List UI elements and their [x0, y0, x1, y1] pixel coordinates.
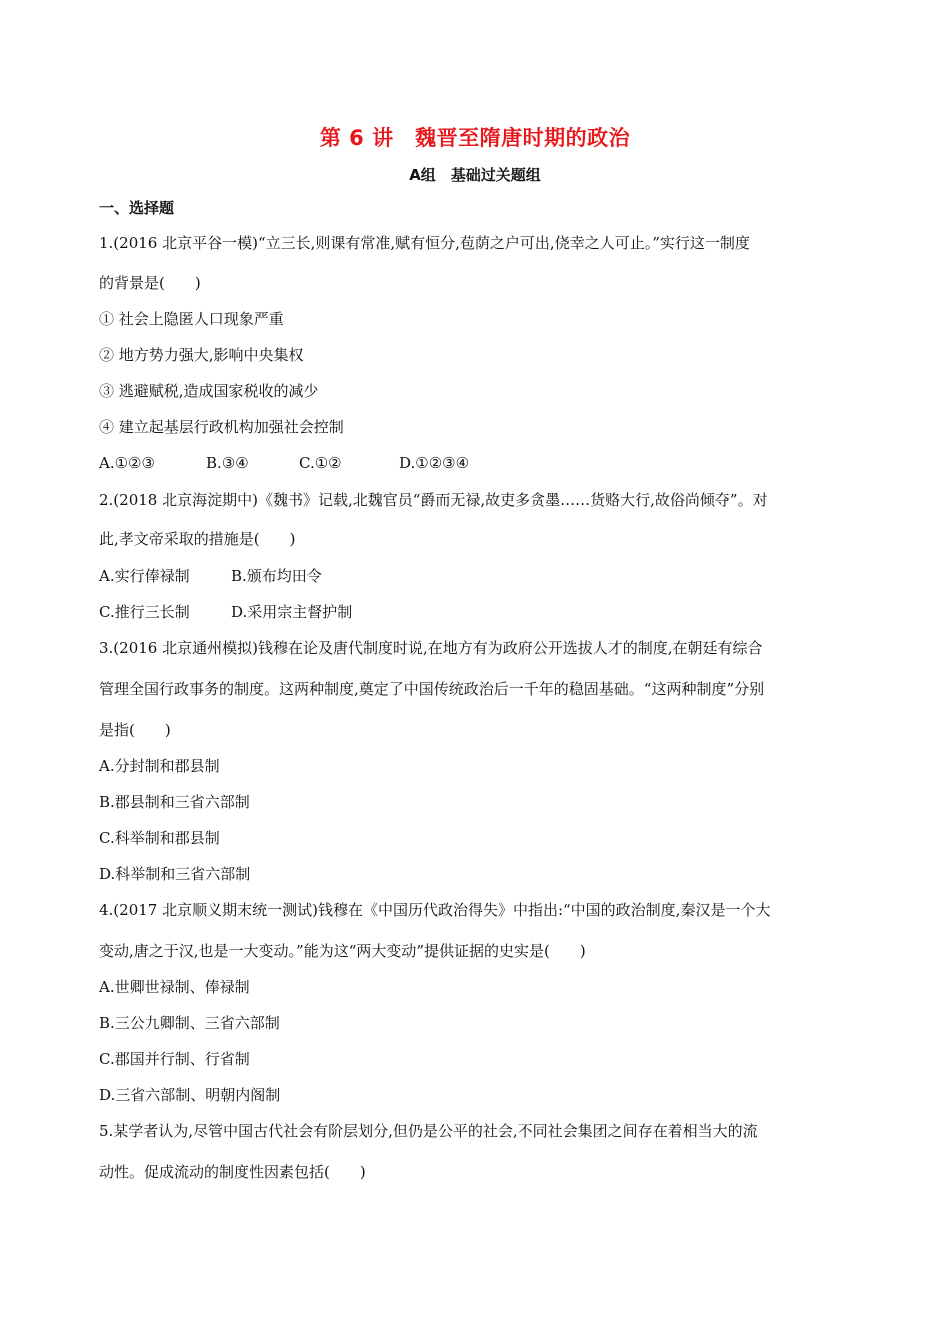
q1-option-a[interactable]: A.①②③ [99, 454, 155, 472]
q4-option-d[interactable]: D.三省六部制、明朝内阁制 [99, 1086, 281, 1104]
q2-stem-line2: 此,孝文帝采取的措施是( ) [99, 530, 296, 548]
q1-statement-1: ① 社会上隐匿人口现象严重 [99, 310, 284, 328]
q1-stem-line1: 1.(2016 北京平谷一模)“立三长,则课有常准,赋有恒分,苞荫之户可出,侥幸之人可止。”实行这一制度 [99, 234, 750, 252]
q1-option-c[interactable]: C.①② [299, 454, 342, 472]
q2-option-d[interactable]: D.采用宗主督护制 [231, 603, 353, 621]
q3-option-d[interactable]: D.科举制和三省六部制 [99, 865, 251, 883]
q2-stem-line1: 2.(2018 北京海淀期中)《魏书》记载,北魏官员“爵而无禄,故吏多贪墨……货赂大行,故俗尚倾夺”。对 [99, 491, 768, 509]
q3-option-a[interactable]: A.分封制和郡县制 [99, 757, 220, 775]
q1-statement-3: ③ 逃避赋税,造成国家税收的减少 [99, 382, 319, 400]
q5-stem-line2: 动性。促成流动的制度性因素包括( ) [99, 1163, 366, 1181]
q1-stem-line2: 的背景是( ) [99, 274, 201, 292]
q1-statement-4: ④ 建立起基层行政机构加强社会控制 [99, 418, 344, 436]
q1-statement-2: ② 地方势力强大,影响中央集权 [99, 346, 304, 364]
group-subtitle: A组 基础过关题组 [409, 166, 541, 184]
q4-option-a[interactable]: A.世卿世禄制、俸禄制 [99, 978, 250, 996]
q2-options-row1 [99, 566, 322, 586]
q3-option-b[interactable]: B.郡县制和三省六部制 [99, 793, 250, 811]
q1-options [99, 453, 469, 473]
q2-option-a[interactable]: A.实行俸禄制 [99, 567, 190, 585]
q1-option-d[interactable]: D.①②③④ [399, 454, 470, 472]
q2-options-row2 [99, 602, 352, 622]
q2-option-b[interactable]: B.颁布均田令 [231, 567, 322, 585]
q4-option-b[interactable]: B.三公九卿制、三省六部制 [99, 1014, 280, 1032]
q3-stem-line3: 是指( ) [99, 721, 171, 739]
q3-option-c[interactable]: C.科举制和郡县制 [99, 829, 220, 847]
q4-stem-line1: 4.(2017 北京顺义期末统一测试)钱穆在《中国历代政治得失》中指出:“中国的政治制度,秦汉是一个大 [99, 901, 771, 919]
q4-stem-line2: 变动,唐之于汉,也是一大变动。”能为这“两大变动”提供证据的史实是( ) [99, 942, 586, 960]
q3-stem-line1: 3.(2016 北京通州模拟)钱穆在论及唐代制度时说,在地方有为政府公开选拔人才的制度,在朝廷有综合 [99, 639, 763, 657]
q5-stem-line1: 5.某学者认为,尽管中国古代社会有阶层划分,但仍是公平的社会,不同社会集团之间存在着相当大的流 [99, 1122, 758, 1140]
q1-option-b[interactable]: B.③④ [206, 454, 249, 472]
q2-option-c[interactable]: C.推行三长制 [99, 603, 190, 621]
section-heading: 一、选择题 [99, 199, 175, 217]
q4-option-c[interactable]: C.郡国并行制、行省制 [99, 1050, 250, 1068]
q3-stem-line2: 管理全国行政事务的制度。这两种制度,奠定了中国传统政治后一千年的稳固基础。“这两种制度”分别 [99, 680, 765, 698]
page-title: 第 6 讲 魏晋至隋唐时期的政治 [319, 126, 631, 150]
